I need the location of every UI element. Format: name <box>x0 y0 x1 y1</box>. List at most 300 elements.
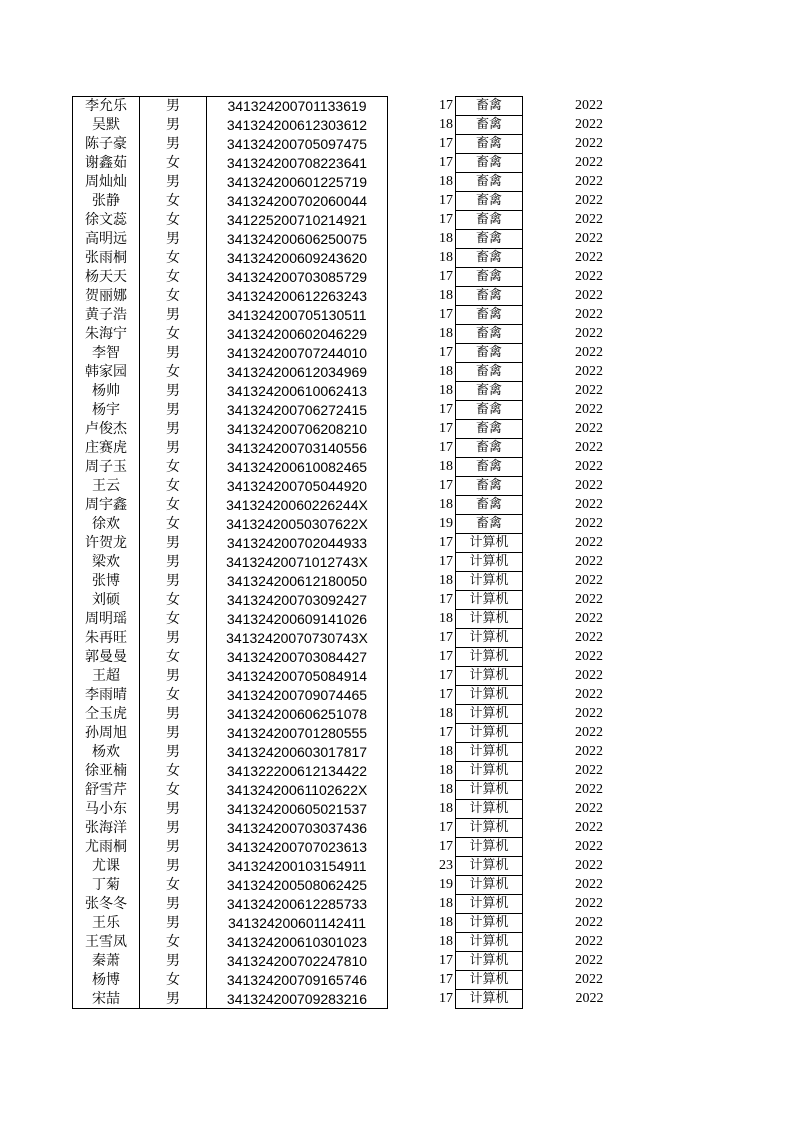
gender-cell: 女 <box>140 515 207 534</box>
table-row <box>73 819 612 838</box>
year-cell: 2022 <box>575 193 603 208</box>
gender-cell: 女 <box>140 762 207 781</box>
id-number-cell: 341324200703037436 <box>207 819 388 838</box>
spacer-cell <box>388 287 424 306</box>
table-row <box>73 743 612 762</box>
table-row <box>73 857 612 876</box>
age-cell: 17 <box>439 155 453 170</box>
age-cell: 18 <box>439 763 453 778</box>
id-number-cell: 34132420050307622X <box>207 515 388 534</box>
gender-cell: 男 <box>140 344 207 363</box>
spacer-cell <box>388 135 424 154</box>
id-number-cell: 341324200609141026 <box>207 610 388 629</box>
year-cell: 2022 <box>575 459 603 474</box>
table-row <box>73 154 612 173</box>
table-row <box>73 724 612 743</box>
gender-cell: 女 <box>140 971 207 990</box>
gender-cell: 男 <box>140 439 207 458</box>
student-name-cell: 贺丽娜 <box>73 287 140 306</box>
age-cell: 17 <box>439 972 453 987</box>
age-cell: 17 <box>439 554 453 569</box>
spacer-cell <box>388 382 424 401</box>
student-name-cell: 徐欢 <box>73 515 140 534</box>
id-number-cell: 341225200710214921 <box>207 211 388 230</box>
student-name-cell: 杨欢 <box>73 743 140 762</box>
gender-cell: 女 <box>140 477 207 496</box>
id-number-cell: 341324200709165746 <box>207 971 388 990</box>
gender-cell: 男 <box>140 306 207 325</box>
major-cell: 畜禽 <box>456 496 523 515</box>
table-row <box>73 686 612 705</box>
major-cell: 畜禽 <box>456 287 523 306</box>
age-cell: 18 <box>439 117 453 132</box>
gender-cell: 男 <box>140 724 207 743</box>
year-cell: 2022 <box>575 535 603 550</box>
spacer-cell <box>388 534 424 553</box>
table-row <box>73 534 612 553</box>
gender-cell: 女 <box>140 648 207 667</box>
age-cell: 18 <box>439 497 453 512</box>
major-cell: 计算机 <box>456 914 523 933</box>
id-number-cell: 341324200709283216 <box>207 990 388 1009</box>
age-cell: 17 <box>439 478 453 493</box>
age-cell: 17 <box>439 345 453 360</box>
spacer-cell <box>388 629 424 648</box>
spacer-cell <box>388 439 424 458</box>
student-name-cell: 张冬冬 <box>73 895 140 914</box>
student-name-cell: 朱再旺 <box>73 629 140 648</box>
spacer-cell <box>388 971 424 990</box>
spacer-cell <box>388 515 424 534</box>
student-name-cell: 周灿灿 <box>73 173 140 192</box>
major-cell: 畜禽 <box>456 249 523 268</box>
student-name-cell: 杨帅 <box>73 382 140 401</box>
student-name-cell: 李智 <box>73 344 140 363</box>
age-cell: 18 <box>439 573 453 588</box>
age-cell: 18 <box>439 250 453 265</box>
table-row <box>73 192 612 211</box>
major-cell: 计算机 <box>456 686 523 705</box>
major-cell: 计算机 <box>456 838 523 857</box>
age-cell: 18 <box>439 611 453 626</box>
year-cell: 2022 <box>575 706 603 721</box>
major-cell: 计算机 <box>456 610 523 629</box>
age-cell: 18 <box>439 231 453 246</box>
id-number-cell: 341324200610062413 <box>207 382 388 401</box>
table-row <box>73 97 612 116</box>
student-name-cell: 王超 <box>73 667 140 686</box>
student-name-cell: 张静 <box>73 192 140 211</box>
major-cell: 畜禽 <box>456 268 523 287</box>
year-cell: 2022 <box>575 250 603 265</box>
year-cell: 2022 <box>575 174 603 189</box>
gender-cell: 男 <box>140 800 207 819</box>
age-cell: 17 <box>439 592 453 607</box>
table-row <box>73 800 612 819</box>
gender-cell: 男 <box>140 401 207 420</box>
year-cell: 2022 <box>575 820 603 835</box>
table-row <box>73 515 612 534</box>
id-number-cell: 341324200705044920 <box>207 477 388 496</box>
gender-cell: 男 <box>140 743 207 762</box>
major-cell: 计算机 <box>456 553 523 572</box>
student-name-cell: 宋喆 <box>73 990 140 1009</box>
age-cell: 17 <box>439 440 453 455</box>
table-row <box>73 667 612 686</box>
age-cell: 18 <box>439 459 453 474</box>
student-name-cell: 高明远 <box>73 230 140 249</box>
major-cell: 畜禽 <box>456 230 523 249</box>
gender-cell: 男 <box>140 173 207 192</box>
spacer-cell <box>388 211 424 230</box>
gender-cell: 男 <box>140 135 207 154</box>
major-cell: 计算机 <box>456 705 523 724</box>
table-row <box>73 306 612 325</box>
student-name-cell: 徐亚楠 <box>73 762 140 781</box>
table-row <box>73 610 612 629</box>
spacer-cell <box>388 154 424 173</box>
table-row <box>73 933 612 952</box>
spacer-cell <box>388 344 424 363</box>
student-name-cell: 许贺龙 <box>73 534 140 553</box>
major-cell: 畜禽 <box>456 154 523 173</box>
student-name-cell: 杨宇 <box>73 401 140 420</box>
gender-cell: 女 <box>140 249 207 268</box>
major-cell: 计算机 <box>456 952 523 971</box>
age-cell: 23 <box>439 858 453 873</box>
student-name-cell: 秦萧 <box>73 952 140 971</box>
year-cell: 2022 <box>575 953 603 968</box>
gender-cell: 男 <box>140 819 207 838</box>
year-cell: 2022 <box>575 858 603 873</box>
id-number-cell: 341324200708223641 <box>207 154 388 173</box>
student-name-cell: 梁欢 <box>73 553 140 572</box>
student-name-cell: 周子玉 <box>73 458 140 477</box>
major-cell: 计算机 <box>456 591 523 610</box>
student-name-cell: 李允乐 <box>73 97 140 116</box>
student-name-cell: 谢鑫茹 <box>73 154 140 173</box>
gender-cell: 男 <box>140 116 207 135</box>
year-cell: 2022 <box>575 212 603 227</box>
year-cell: 2022 <box>575 839 603 854</box>
gender-cell: 女 <box>140 458 207 477</box>
major-cell: 计算机 <box>456 971 523 990</box>
age-cell: 18 <box>439 801 453 816</box>
major-cell: 畜禽 <box>456 515 523 534</box>
major-cell: 畜禽 <box>456 211 523 230</box>
year-cell: 2022 <box>575 592 603 607</box>
id-number-cell: 341324200601142411 <box>207 914 388 933</box>
id-number-cell: 341324200606251078 <box>207 705 388 724</box>
major-cell: 计算机 <box>456 667 523 686</box>
student-name-cell: 马小东 <box>73 800 140 819</box>
gender-cell: 男 <box>140 420 207 439</box>
id-number-cell: 341324200701133619 <box>207 97 388 116</box>
id-number-cell: 341324200606250075 <box>207 230 388 249</box>
year-cell: 2022 <box>575 136 603 151</box>
spacer-cell <box>388 686 424 705</box>
spacer-cell <box>388 477 424 496</box>
id-number-cell: 341324200705084914 <box>207 667 388 686</box>
age-cell: 18 <box>439 915 453 930</box>
table-row <box>73 363 612 382</box>
student-name-cell: 尤课 <box>73 857 140 876</box>
spacer-cell <box>388 743 424 762</box>
spacer-cell <box>388 857 424 876</box>
gender-cell: 女 <box>140 496 207 515</box>
age-cell: 17 <box>439 269 453 284</box>
id-number-cell: 341324200610082465 <box>207 458 388 477</box>
gender-cell: 女 <box>140 591 207 610</box>
major-cell: 畜禽 <box>456 325 523 344</box>
year-cell: 2022 <box>575 915 603 930</box>
major-cell: 计算机 <box>456 629 523 648</box>
major-cell: 计算机 <box>456 819 523 838</box>
spacer-cell <box>388 781 424 800</box>
table-row <box>73 135 612 154</box>
id-number-cell: 341324200612303612 <box>207 116 388 135</box>
age-cell: 17 <box>439 535 453 550</box>
table-row <box>73 990 612 1009</box>
year-cell: 2022 <box>575 991 604 1006</box>
gender-cell: 男 <box>140 553 207 572</box>
spacer-cell <box>388 838 424 857</box>
age-cell: 17 <box>439 402 453 417</box>
id-number-cell: 341324200705097475 <box>207 135 388 154</box>
spacer-cell <box>388 610 424 629</box>
table-row <box>73 420 612 439</box>
student-name-cell: 王乐 <box>73 914 140 933</box>
table-row <box>73 914 612 933</box>
major-cell: 畜禽 <box>456 458 523 477</box>
year-cell: 2022 <box>575 649 603 664</box>
gender-cell: 女 <box>140 154 207 173</box>
major-cell: 计算机 <box>456 857 523 876</box>
spacer-cell <box>388 401 424 420</box>
major-cell: 畜禽 <box>456 382 523 401</box>
spacer-cell <box>388 306 424 325</box>
student-table-body <box>73 97 612 1009</box>
age-cell: 18 <box>439 782 453 797</box>
year-cell: 2022 <box>575 155 603 170</box>
age-cell: 17 <box>439 820 453 835</box>
age-cell: 17 <box>439 953 453 968</box>
spacer-cell <box>388 363 424 382</box>
id-number-cell: 341324200702060044 <box>207 192 388 211</box>
gender-cell: 男 <box>140 667 207 686</box>
spacer-cell <box>388 724 424 743</box>
year-cell: 2022 <box>575 763 603 778</box>
major-cell: 计算机 <box>456 572 523 591</box>
spacer-cell <box>388 249 424 268</box>
id-number-cell: 341324200703092427 <box>207 591 388 610</box>
age-cell: 18 <box>439 744 453 759</box>
age-cell: 17 <box>439 630 453 645</box>
year-cell: 2022 <box>575 307 603 322</box>
age-cell: 18 <box>439 383 453 398</box>
age-cell: 17 <box>439 421 453 436</box>
id-number-cell: 341324200612285733 <box>207 895 388 914</box>
age-cell: 18 <box>439 706 453 721</box>
table-row <box>73 401 612 420</box>
major-cell: 计算机 <box>456 990 523 1009</box>
age-cell: 17 <box>439 687 453 702</box>
major-cell: 畜禽 <box>456 192 523 211</box>
id-number-cell: 341324200609243620 <box>207 249 388 268</box>
age-cell: 17 <box>439 839 453 854</box>
year-cell: 2022 <box>575 402 603 417</box>
major-cell: 畜禽 <box>456 477 523 496</box>
year-cell: 2022 <box>575 98 603 113</box>
major-cell: 畜禽 <box>456 401 523 420</box>
year-cell: 2022 <box>575 288 603 303</box>
student-name-cell: 仝玉虎 <box>73 705 140 724</box>
year-cell: 2022 <box>575 630 603 645</box>
id-number-cell: 34132420071012743X <box>207 553 388 572</box>
id-number-cell: 341324200705130511 <box>207 306 388 325</box>
major-cell: 计算机 <box>456 800 523 819</box>
student-name-cell: 朱海宁 <box>73 325 140 344</box>
id-number-cell: 341324200707244010 <box>207 344 388 363</box>
year-cell: 2022 <box>575 345 603 360</box>
student-name-cell: 徐文蕊 <box>73 211 140 230</box>
student-name-cell: 李雨晴 <box>73 686 140 705</box>
student-name-cell: 吴默 <box>73 116 140 135</box>
spacer-cell <box>388 268 424 287</box>
table-row <box>73 268 612 287</box>
spacer-cell <box>388 325 424 344</box>
id-number-cell: 341324200703140556 <box>207 439 388 458</box>
year-cell: 2022 <box>575 573 603 588</box>
student-name-cell: 黄子浩 <box>73 306 140 325</box>
table-row <box>73 249 612 268</box>
student-name-cell: 杨天天 <box>73 268 140 287</box>
spacer-cell <box>388 192 424 211</box>
table-row <box>73 553 612 572</box>
major-cell: 计算机 <box>456 743 523 762</box>
spacer-cell <box>388 648 424 667</box>
spacer-cell <box>388 819 424 838</box>
year-cell: 2022 <box>575 383 603 398</box>
id-number-cell: 341324200610301023 <box>207 933 388 952</box>
year-cell: 2022 <box>575 744 603 759</box>
student-name-cell: 尤雨桐 <box>73 838 140 857</box>
id-number-cell: 341324200603017817 <box>207 743 388 762</box>
major-cell: 畜禽 <box>456 306 523 325</box>
table-row <box>73 591 612 610</box>
year-cell: 2022 <box>575 231 603 246</box>
spacer-cell <box>388 496 424 515</box>
table-row <box>73 439 612 458</box>
age-cell: 17 <box>439 212 453 227</box>
year-cell: 2022 <box>575 972 603 987</box>
id-number-cell: 341324200601225719 <box>207 173 388 192</box>
gender-cell: 女 <box>140 610 207 629</box>
age-cell: 17 <box>439 136 453 151</box>
spacer-cell <box>388 458 424 477</box>
gender-cell: 男 <box>140 230 207 249</box>
gender-cell: 男 <box>140 952 207 971</box>
gender-cell: 男 <box>140 838 207 857</box>
table-row <box>73 230 612 249</box>
major-cell: 计算机 <box>456 534 523 553</box>
student-name-cell: 王云 <box>73 477 140 496</box>
major-cell: 计算机 <box>456 876 523 895</box>
year-cell: 2022 <box>575 478 603 493</box>
gender-cell: 男 <box>140 857 207 876</box>
major-cell: 畜禽 <box>456 344 523 363</box>
table-row <box>73 762 612 781</box>
major-cell: 畜禽 <box>456 135 523 154</box>
table-row <box>73 382 612 401</box>
spacer-cell <box>388 116 424 135</box>
student-name-cell: 张雨桐 <box>73 249 140 268</box>
id-number-cell: 341324200706208210 <box>207 420 388 439</box>
id-number-cell: 341324200605021537 <box>207 800 388 819</box>
gender-cell: 男 <box>140 895 207 914</box>
year-cell: 2022 <box>575 611 603 626</box>
table-row <box>73 325 612 344</box>
age-cell: 17 <box>439 668 453 683</box>
spacer-cell <box>388 876 424 895</box>
age-cell: 17 <box>439 991 453 1006</box>
id-number-cell: 341324200602046229 <box>207 325 388 344</box>
gender-cell: 男 <box>140 382 207 401</box>
year-cell: 2022 <box>575 440 603 455</box>
year-cell: 2022 <box>575 269 603 284</box>
student-name-cell: 陈子豪 <box>73 135 140 154</box>
id-number-cell: 341324200612180050 <box>207 572 388 591</box>
gender-cell: 女 <box>140 363 207 382</box>
year-cell: 2022 <box>575 801 603 816</box>
year-cell: 2022 <box>575 782 603 797</box>
spacer-cell <box>388 553 424 572</box>
id-number-cell: 341324200702044933 <box>207 534 388 553</box>
student-name-cell: 张海洋 <box>73 819 140 838</box>
spacer-cell <box>388 572 424 591</box>
year-cell: 2022 <box>575 554 603 569</box>
gender-cell: 女 <box>140 933 207 952</box>
student-table <box>72 96 612 1009</box>
spacer-cell <box>388 705 424 724</box>
table-row <box>73 572 612 591</box>
year-cell: 2022 <box>575 497 603 512</box>
table-row <box>73 648 612 667</box>
gender-cell: 男 <box>140 705 207 724</box>
id-number-cell: 341324200612263243 <box>207 287 388 306</box>
id-number-cell: 34132420070730743X <box>207 629 388 648</box>
gender-cell: 男 <box>140 572 207 591</box>
table-row <box>73 629 612 648</box>
age-cell: 18 <box>439 326 453 341</box>
id-number-cell: 34132420060226244X <box>207 496 388 515</box>
gender-cell: 女 <box>140 268 207 287</box>
major-cell: 计算机 <box>456 933 523 952</box>
gender-cell: 女 <box>140 211 207 230</box>
spacer-cell <box>388 230 424 249</box>
id-number-cell: 341324200703085729 <box>207 268 388 287</box>
id-number-cell: 341324200702247810 <box>207 952 388 971</box>
gender-cell: 男 <box>140 97 207 116</box>
spacer-cell <box>388 952 424 971</box>
student-name-cell: 孙周旭 <box>73 724 140 743</box>
id-number-cell: 341322200612134422 <box>207 762 388 781</box>
student-name-cell: 卢俊杰 <box>73 420 140 439</box>
year-cell: 2022 <box>575 516 603 531</box>
table-row <box>73 287 612 306</box>
table-row <box>73 496 612 515</box>
table-row <box>73 173 612 192</box>
